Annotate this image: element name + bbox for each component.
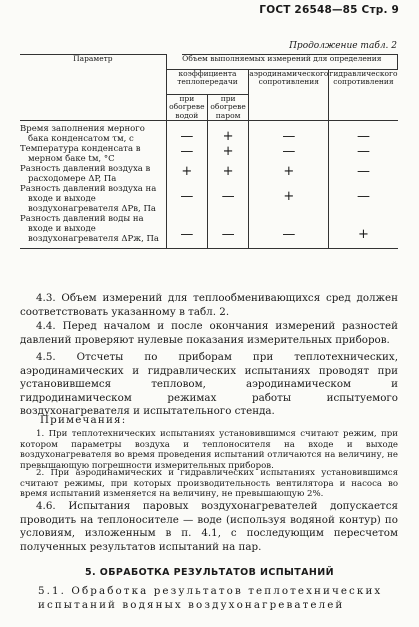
aero-resistance-header: аэродинамического сопротивления [249,69,329,121]
value-cell: + [249,164,329,184]
table-row [20,121,398,145]
param-cell: Температура конденсата в мерном баке tм, °С [20,144,141,164]
paragraph-4-5: 4.5. Отсчеты по приборам при теплотехнических, аэродинамических и гидравлических испытаниях проводят при установившемся тепловом, аэродинамическом и гидродинамическом режимах работы испытуемого воздухонагревателя и испытательного стенда. [20,351,398,418]
paragraph-4-6: 4.6. Испытания паровых воздухонагревателей допускается проводить на теплоносителе — воде (используя водяной контур) по условиям, изложенным в п. 4.1, с последующим пересчетом полученных результатов испытаний на пар. [20,500,398,553]
heat-transfer-header: коэффициента теплопередачи [166,69,249,94]
value-cell: — [207,214,248,249]
table-continuation-label: Продолжение табл. 2 [289,41,397,51]
value-cell: — [166,144,207,164]
page-header: ГОСТ 26548—85 Стр. 9 [259,4,399,16]
value-cell: — [249,121,329,145]
section-title: 5. ОБРАБОТКА РЕЗУЛЬТАТОВ ИСПЫТАНИЙ [85,567,334,578]
table-row [20,184,398,214]
value-cell: — [329,121,398,145]
value-cell: — [249,214,329,249]
param-cell: Разность давлений воздуха в расходомере ΔP, Па [20,164,151,184]
hydro-resistance-header: гидравлического сопротивления [329,69,398,121]
table-row [20,214,398,249]
value-cell: — [329,144,398,164]
value-cell: + [166,164,207,184]
value-cell: + [207,164,248,184]
notes-title: Примечания: [40,414,127,426]
value-cell: — [166,121,207,145]
value-cell: — [329,184,398,214]
value-cell: + [329,214,398,249]
value-cell: — [166,184,207,214]
param-cell: Разность давлений воздуха на входе и выходе воздухонагревателя ΔPв, Па [20,184,157,214]
table-row [20,164,398,184]
paragraph-4-4: 4.4. Перед началом и после окончания измерений разностей давлений проверяют нулевые показания измерительных приборов. [20,320,398,346]
value-cell: + [207,121,248,145]
value-cell: — [249,144,329,164]
value-cell: + [249,184,329,214]
value-cell: — [166,214,207,249]
steam-heating-header: при обогреве паром [207,94,248,121]
param-cell: Время заполнения мерного бака конденсатом τм, с [20,124,145,144]
value-cell: — [329,164,398,184]
note-1: 1. При теплотехнических испытаниях установившимся считают режим, при котором параметры воздуха и теплоносителя на входе и выходе воздухонагревателя во время проведения испытаний отличаются на величину, не превышающую погрешности измерительных приборов. [20,429,398,471]
table-row [20,144,398,164]
paragraph-5-1: 5.1. Обработка результатов теплотехнических испытаний водяных воздухонагревателей [38,585,383,611]
value-cell: — [207,184,248,214]
param-header: Параметр [20,55,166,121]
note-2: 2. При аэродинамических и гидравлических испытаниях установившимся считают режимы, при которых производительность вентилятора и насоса во время испытаний изменяется на величину, не превышающую 2%. [20,468,398,500]
group-header: Объем выполняемых измерений для определения [166,55,397,70]
paragraph-4-3: 4.3. Объем измерений для теплообменивающихся сред должен соответствовать указанному в табл. 2. [20,292,398,318]
parameters-table [20,54,398,249]
value-cell: + [207,144,248,164]
param-cell: Разность давлений воды на входе и выходе воздухонагревателя ΔPж, Па [20,214,166,249]
water-heating-header: при обогреве водой [166,94,207,121]
